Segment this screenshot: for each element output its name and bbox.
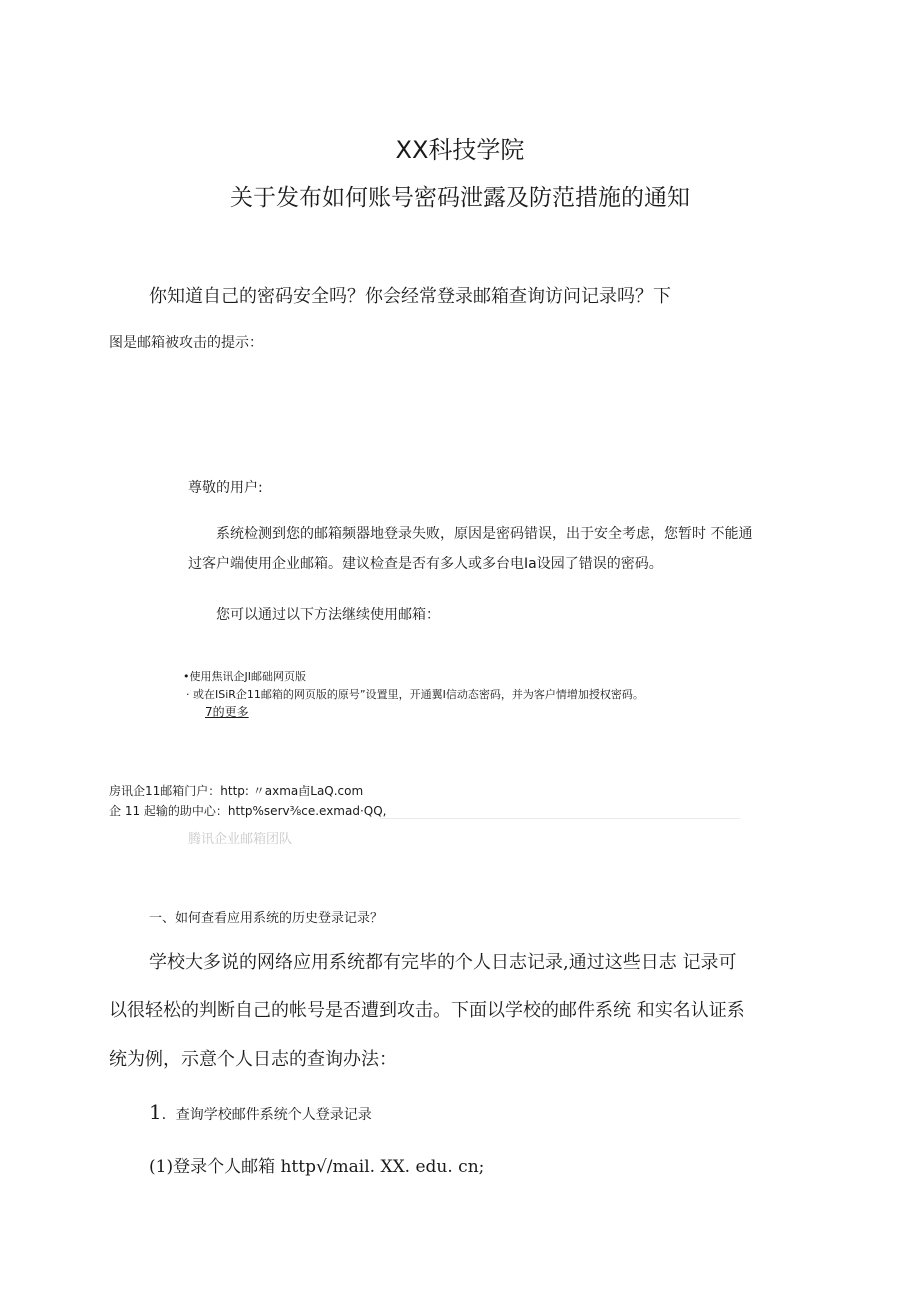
step-1-heading <box>149 1100 372 1124</box>
email-option-dynamic-password: · 或在ISiR企11邮箱的网页版的原号”设置里，开通翼I信动态密码，并为客户情增加授权密码。 <box>186 688 644 701</box>
email-greeting: 尊敬的用户: <box>188 480 263 496</box>
step-title: ．查询学校邮件系统个人登录记录 <box>161 1107 372 1123</box>
intro-paragraph-line-1: 你知道自己的密码安全吗？你会经常登录邮箱查询访问记录吗？下 <box>149 286 671 307</box>
email-methods-intro: 您可以通过以下方法继续使用邮箱： <box>216 607 440 623</box>
email-divider <box>380 818 740 819</box>
email-body-line-2: 过客户端使用企业邮箱。建议检查是否有多人或多台电Ia设园了错误的密码。 <box>188 556 663 572</box>
document-notice-title: 关于发布如何账号密码泄露及防范措施的通知 <box>230 185 690 211</box>
email-team-signature: 腾讯企业邮箱团队 <box>188 832 293 847</box>
step-1-substep-1: (1)登录个人邮箱 http√/mail. XX. edu. cn; <box>149 1157 485 1177</box>
section-heading-login-history: 一、如何查看应用系统的历史登录记录？ <box>149 911 384 926</box>
section-paragraph-line-2: 以很轻松的判断自己的帐号是否遭到攻击。下面以学校的邮件系统 和实名认证系 <box>109 1000 745 1021</box>
email-more-link[interactable]: 7的更多 <box>205 705 249 719</box>
step-number: 1 <box>149 1100 162 1124</box>
email-option-webmail: •使用焦讯企JI邮础网页版 <box>183 670 306 683</box>
intro-paragraph-line-2: 图是邮箱被攻击的提示： <box>109 335 263 351</box>
document-school-title: XX科技学院 <box>395 136 525 164</box>
section-paragraph-line-1: 学校大多说的网络应用系统都有完毕的个人日志记录,通过这些日志 记录可 <box>149 952 737 973</box>
email-help-center-link[interactable]: 企 11 起输的助中心：http%serv⅜ce.exmad·QQ, <box>109 804 387 818</box>
email-body-line-1: 系统检测到您的邮箱频器地登录失败，原因是密码错误，出于安全考虑，您暂时 不能通 <box>216 526 753 542</box>
email-portal-link[interactable]: 房讯企11邮箱门户：http: 〃axma卣LaQ.com <box>109 784 364 798</box>
section-paragraph-line-3: 统为例，示意个人日志的查询办法： <box>109 1049 397 1070</box>
